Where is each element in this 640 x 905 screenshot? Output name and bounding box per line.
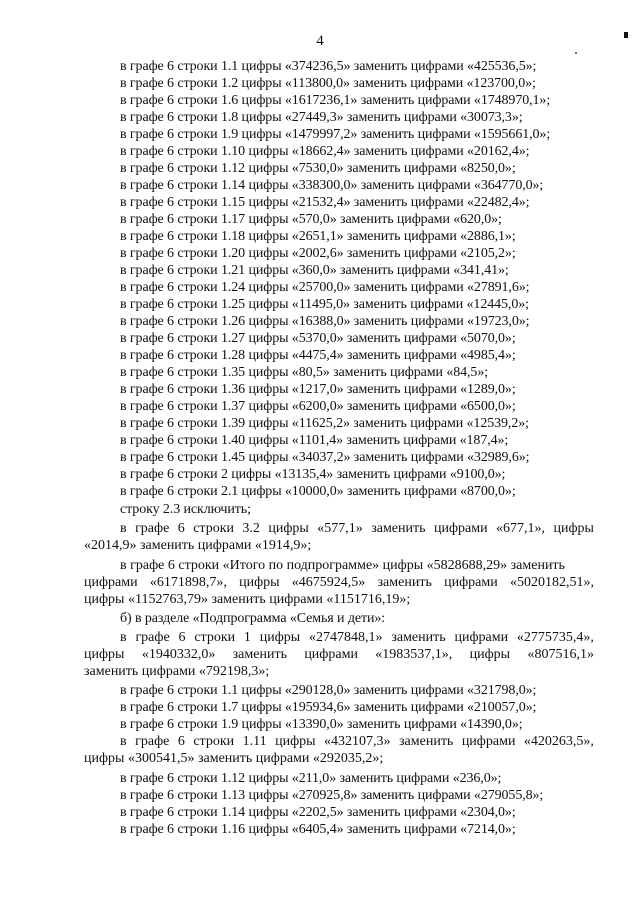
paragraph-row xyxy=(84,733,594,750)
word: 6 xyxy=(177,521,185,536)
amendment-line: в графе 6 строки 1.35 цифры «80,5» заменить цифрами «84,5»; xyxy=(120,365,489,380)
word: цифрами xyxy=(461,734,516,749)
amendment-paragraph-b-1-11 xyxy=(84,733,594,767)
word: цифры xyxy=(84,647,125,662)
word: цифрами xyxy=(454,630,509,645)
amendment-line: в графе 6 строки 1.25 цифры «11495,0» заменить цифрами «12445,0»; xyxy=(120,297,529,312)
page-number: 4 xyxy=(316,33,324,49)
amendment-line: в графе 6 строки 2 цифры «13135,4» заменить цифрами «9100,0»; xyxy=(120,467,506,482)
amendment-line: в графе 6 строки 1.27 цифры «5370,0» заменить цифрами «5070,0»; xyxy=(120,331,516,346)
word: цифры xyxy=(239,575,280,590)
paragraph-row xyxy=(84,574,594,591)
amendment-line: в графе 6 строки 1.36 цифры «1217,0» заменить цифрами «1289,0»; xyxy=(120,382,516,397)
section-heading: б) в разделе «Подпрограмма «Семья и дети»: xyxy=(120,611,386,626)
word: «5020182,51», xyxy=(509,575,594,590)
amendment-line: в графе 6 строки 1.28 цифры «4475,4» заменить цифрами «4985,4»; xyxy=(120,348,516,363)
exclusion-line: строку 2.3 исключить; xyxy=(120,502,251,517)
word: графе xyxy=(135,630,170,645)
amendment-paragraph-itogo xyxy=(84,557,594,608)
word: «432107,3» xyxy=(324,734,391,749)
paragraph-row: заменить цифрами «792198,3»; xyxy=(84,664,270,679)
amendment-line: в графе 6 строки 1.16 цифры «6405,4» заменить цифрами «7214,0»; xyxy=(120,822,516,837)
word: в xyxy=(120,734,127,749)
amendment-line: в графе 6 строки 1.8 цифры «27449,3» заменить цифрами «30073,3»; xyxy=(120,110,523,125)
word: строки xyxy=(194,630,236,645)
word: заменить xyxy=(371,521,426,536)
word: в xyxy=(120,521,127,536)
paragraph-row xyxy=(84,629,594,646)
word: 6 xyxy=(178,630,186,645)
word: цифры xyxy=(275,734,316,749)
word: «420263,5», xyxy=(523,734,594,749)
word: 3.2 xyxy=(242,521,260,536)
word: строки xyxy=(193,521,234,536)
amendment-line: в графе 6 строки 1.15 цифры «21532,4» заменить цифрами «22482,4»; xyxy=(120,195,530,210)
word: «6171898,7», xyxy=(149,575,227,590)
amendment-line: в графе 6 строки 1.9 цифры «1479997,2» заменить цифрами «1595661,0»; xyxy=(120,127,551,142)
corner-mark xyxy=(624,32,628,38)
word: в xyxy=(120,630,127,645)
word: 1.11 xyxy=(242,734,267,749)
amendment-line: в графе 6 строки 1.12 цифры «7530,0» заменить цифрами «8250,0»; xyxy=(120,161,516,176)
word: цифрами xyxy=(433,521,488,536)
word: «677,1», xyxy=(496,521,546,536)
word: цифрами xyxy=(444,575,498,590)
amendment-line: в графе 6 строки 1.2 цифры «113800,0» заменить цифрами «123700,0»; xyxy=(120,76,536,91)
amendment-line: в графе 6 строки 2.1 цифры «10000,0» заменить цифрами «8700,0»; xyxy=(120,484,516,499)
word: цифры xyxy=(268,521,309,536)
amendment-line: в графе 6 строки 1.7 цифры «195934,6» заменить цифрами «210057,0»; xyxy=(120,700,537,715)
word: «1983537,1», xyxy=(375,647,453,662)
amendment-line: в графе 6 строки 1.17 цифры «570,0» заменить цифрами «620,0»; xyxy=(120,212,502,227)
word: заменить xyxy=(232,647,287,662)
amendment-line: в графе 6 строки 1.14 цифры «338300,0» заменить цифрами «364770,0»; xyxy=(120,178,544,193)
word: цифрами xyxy=(304,647,358,662)
amendment-line: в графе 6 строки 1.14 цифры «2202,5» заменить цифрами «2304,0»; xyxy=(120,805,516,820)
amendment-paragraph-b-1 xyxy=(84,629,594,680)
paragraph-row: цифры «300541,5» заменить цифрами «292035,2»; xyxy=(84,751,384,766)
word: цифры xyxy=(259,630,301,645)
paragraph-row: цифры «1152763,79» заменить цифрами «1151716,19»; xyxy=(84,592,411,607)
amendment-line: в графе 6 строки 1.18 цифры «2651,1» заменить цифрами «2886,1»; xyxy=(120,229,516,244)
word: «1940332,0» xyxy=(141,647,216,662)
word: графе xyxy=(135,734,170,749)
word: «2775735,4», xyxy=(516,630,594,645)
amendment-line: в графе 6 строки 1.26 цифры «16388,0» заменить цифрами «19723,0»; xyxy=(120,314,530,329)
amendment-line: в графе 6 строки 1.45 цифры «34037,2» заменить цифрами «32989,6»; xyxy=(120,450,530,465)
word: «2747848,1» xyxy=(309,630,383,645)
word: строки xyxy=(193,734,235,749)
word: «577,1» xyxy=(317,521,363,536)
amendment-line: в графе 6 строки 1.39 цифры «11625,2» заменить цифрами «12539,2»; xyxy=(120,416,529,431)
word: графе xyxy=(135,521,170,536)
amendment-line: в графе 6 строки 1.24 цифры «25700,0» заменить цифрами «27891,6»; xyxy=(120,280,530,295)
scan-dot xyxy=(575,52,577,54)
paragraph-row xyxy=(84,646,594,663)
amendment-line: в графе 6 строки 1.1 цифры «290128,0» заменить цифрами «321798,0»; xyxy=(120,683,537,698)
word: заменить xyxy=(377,575,432,590)
amendment-line: в графе 6 строки 1.40 цифры «1101,4» заменить цифрами «187,4»; xyxy=(120,433,509,448)
amendment-line: в графе 6 строки 1.37 цифры «6200,0» заменить цифрами «6500,0»; xyxy=(120,399,516,414)
amendment-line: в графе 6 строки 1.21 цифры «360,0» заменить цифрами «341,41»; xyxy=(120,263,509,278)
word: 6 xyxy=(177,734,185,749)
paragraph-row xyxy=(84,520,594,537)
word: 1 xyxy=(243,630,251,645)
amendment-line: в графе 6 строки 1.9 цифры «13390,0» заменить цифрами «14390,0»; xyxy=(120,717,523,732)
paragraph-row: в графе 6 строки «Итого по подпрограмме» цифры «5828688,29» заменить xyxy=(120,558,565,573)
word: цифры xyxy=(553,521,594,536)
word: заменить xyxy=(399,734,454,749)
amendment-line: в графе 6 строки 1.6 цифры «1617236,1» заменить цифрами «1748970,1»; xyxy=(120,93,551,108)
amendment-paragraph-3-2 xyxy=(84,520,594,554)
amendment-line: в графе 6 строки 1.12 цифры «211,0» заменить цифрами «236,0»; xyxy=(120,771,502,786)
amendment-line: в графе 6 строки 1.13 цифры «270925,8» заменить цифрами «279055,8»; xyxy=(120,788,544,803)
amendment-line: в графе 6 строки 1.10 цифры «18662,4» заменить цифрами «20162,4»; xyxy=(120,144,530,159)
word: цифрами xyxy=(84,575,138,590)
word: «4675924,5» xyxy=(291,575,366,590)
word: цифры xyxy=(469,647,511,662)
word: заменить xyxy=(391,630,446,645)
paragraph-row: «2014,9» заменить цифрами «1914,9»; xyxy=(84,538,312,553)
word: «807516,1» xyxy=(527,647,594,662)
amendment-line: в графе 6 строки 1.1 цифры «374236,5» заменить цифрами «425536,5»; xyxy=(120,59,537,74)
amendment-line: в графе 6 строки 1.20 цифры «2002,6» заменить цифрами «2105,2»; xyxy=(120,246,516,261)
